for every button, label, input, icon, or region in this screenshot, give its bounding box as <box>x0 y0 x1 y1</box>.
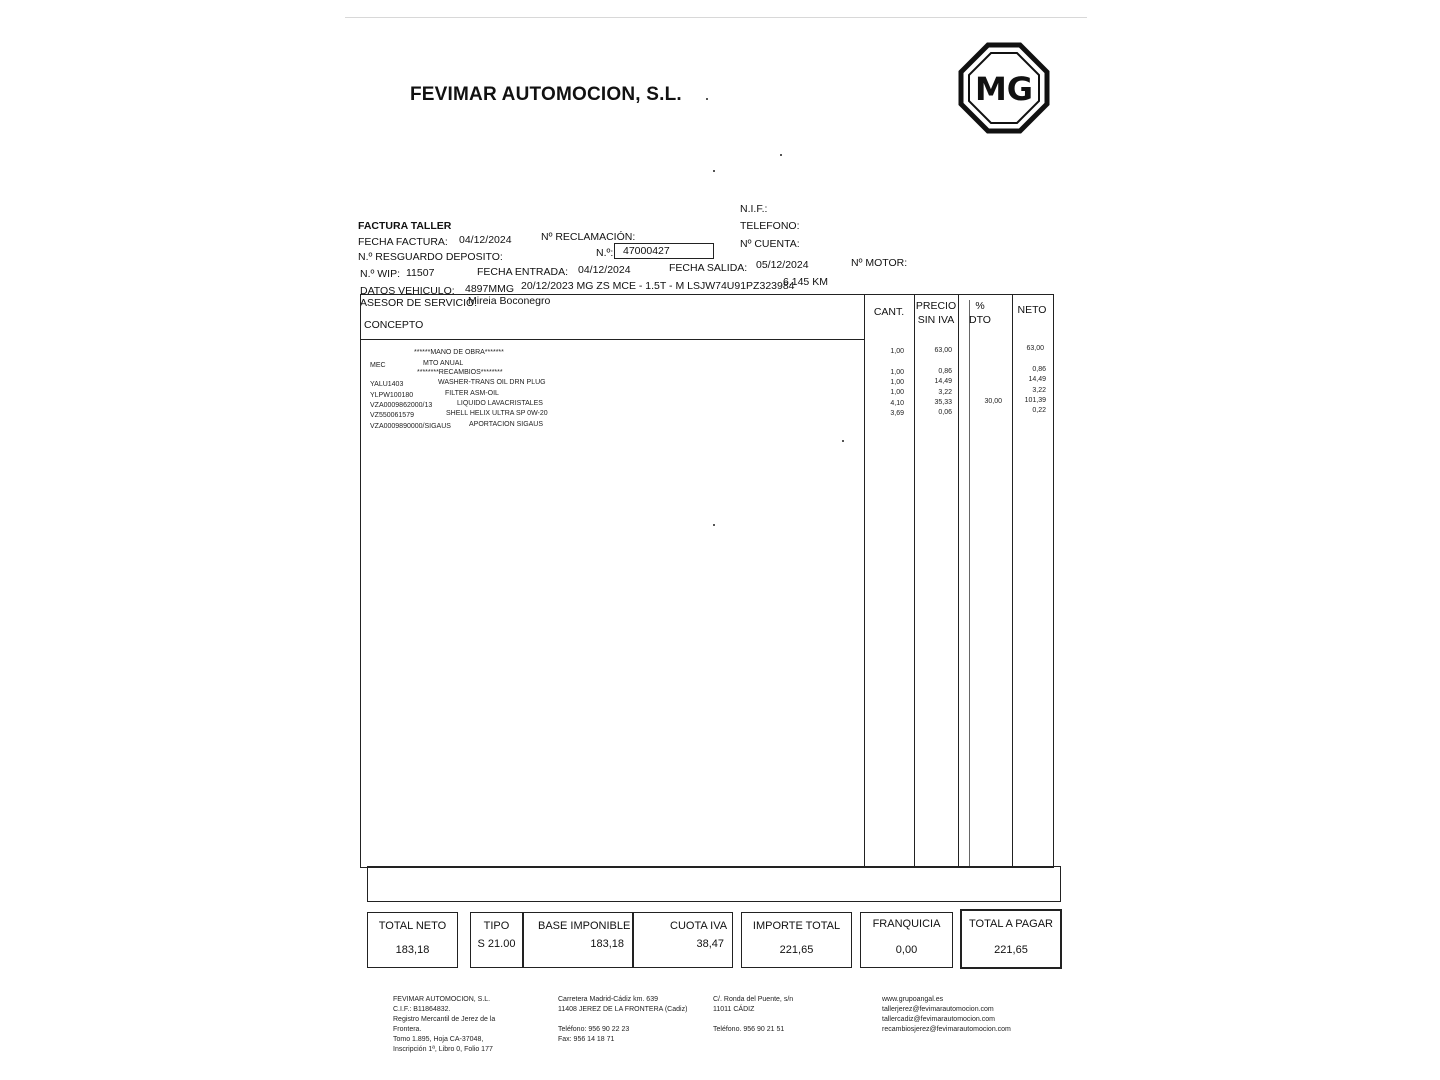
franquicia-label: FRANQUICIA <box>872 918 941 930</box>
footer-line: Inscripción 1ª, Libro 0, Folio 177 <box>393 1046 493 1053</box>
cuenta-label: Nº CUENTA: <box>740 238 800 250</box>
footer-line <box>558 1015 687 1025</box>
col-header-concepto: CONCEPTO <box>364 319 424 331</box>
matricula-value: 4897MMG <box>465 283 515 295</box>
company-name: FEVIMAR AUTOMOCION, S.L. <box>410 84 682 105</box>
row-desc: WASHER-TRANS OIL DRN PLUG <box>438 379 546 386</box>
col-header-cant: CANT. <box>873 306 905 318</box>
row-cant: 1,00 <box>890 389 904 396</box>
footer-cadiz-address <box>713 995 793 1035</box>
datos-vehiculo-label: DATOS VEHICULO: <box>360 285 455 297</box>
row-desc: LIQUIDO LAVACRISTALES <box>457 400 543 407</box>
scan-speck <box>713 524 715 526</box>
row-cant: 1,00 <box>890 379 904 386</box>
row-cant: 4,10 <box>890 400 904 407</box>
footer-jerez-address <box>558 995 687 1045</box>
km-value: 6.145 KM <box>783 276 828 288</box>
wip-label: N.º WIP: <box>360 268 401 280</box>
footer-line: Tomo 1.895, Hoja CA-37048, <box>393 1036 484 1043</box>
numero-label: N.º: <box>596 247 614 259</box>
col-divider-cant <box>864 294 865 866</box>
row-code: VZA0009890000/SIGAUS <box>370 423 451 430</box>
col-divider-dto <box>958 294 959 866</box>
col-header-dto-1: % <box>975 300 985 312</box>
total-pagar-value: 221,65 <box>994 944 1028 956</box>
fecha-salida-value: 05/12/2024 <box>756 259 809 271</box>
row-neto: 0,86 <box>1032 366 1046 373</box>
importe-total-label: IMPORTE TOTAL <box>752 920 841 932</box>
col-header-precio-2: SIN IVA <box>917 314 955 326</box>
footer-line: Carretera Madrid-Cádiz km. 639 <box>558 996 658 1003</box>
mg-logo-icon <box>958 42 1050 134</box>
reclamacion-label: Nº RECLAMACIÓN: <box>541 231 636 243</box>
header-divider <box>360 339 865 340</box>
row-code: YALU1403 <box>370 381 404 388</box>
footer-line: Fax: 956 14 18 71 <box>558 1036 615 1043</box>
asesor-label: ASESOR DE SERVICIO: <box>360 297 478 309</box>
observations-box <box>367 866 1061 902</box>
tipo-label: TIPO <box>483 920 510 932</box>
total-neto-value: 183,18 <box>395 944 430 956</box>
invoice-title: FACTURA TALLER <box>358 220 452 232</box>
row-precio: 0,86 <box>938 368 952 375</box>
footer-email-link[interactable]: tallerjerez@fevimarautomocion.com <box>882 1006 994 1013</box>
col-header-neto: NETO <box>1017 304 1047 316</box>
row-desc: APORTACION SIGAUS <box>469 421 544 428</box>
logo-text: MG <box>974 70 1034 108</box>
total-neto-box <box>367 912 458 968</box>
scan-speck <box>713 170 715 172</box>
scan-speck <box>842 440 844 442</box>
scan-shadow-line <box>969 300 970 866</box>
col-header-dto-2: DTO <box>969 314 991 326</box>
tipo-box <box>470 912 523 968</box>
row-precio: 35,33 <box>934 399 952 406</box>
cuota-iva-box <box>633 912 733 968</box>
numero-value: 47000427 <box>614 243 714 259</box>
row-neto: 63,00 <box>1026 345 1044 352</box>
base-imponible-box <box>523 912 633 968</box>
fecha-entrada-label: FECHA ENTRADA: <box>477 266 569 278</box>
vehiculo-value: 20/12/2023 MG ZS MCE - 1.5T - M LSJW74U91PZ323984 <box>521 280 795 292</box>
row-desc: MTO ANUAL <box>423 360 464 367</box>
footer-line: Teléfono: 956 90 22 23 <box>558 1026 630 1033</box>
cuota-iva-label: CUOTA IVA <box>670 920 728 932</box>
footer-email-link[interactable]: tallercadiz@fevimarautomocion.com <box>882 1016 995 1023</box>
row-precio: 14,49 <box>934 378 952 385</box>
wip-value: 11507 <box>406 267 435 279</box>
row-neto: 14,49 <box>1028 376 1046 383</box>
row-code: VZ550061579 <box>370 412 414 419</box>
franquicia-value: 0,00 <box>895 944 918 956</box>
row-code: YLPW100180 <box>370 392 414 399</box>
fecha-factura-label: FECHA FACTURA: <box>358 236 448 248</box>
base-imponible-value: 183,18 <box>590 938 624 950</box>
cuota-iva-value: 38,47 <box>696 938 724 950</box>
total-neto-label: TOTAL NETO <box>378 920 447 932</box>
row-dto: 30,00 <box>984 398 1002 405</box>
footer-line: Teléfono. 956 90 21 51 <box>713 1026 785 1033</box>
scan-speck <box>780 154 782 156</box>
row-desc: ******MANO DE OBRA******* <box>414 349 504 356</box>
nif-label: N.I.F.: <box>740 203 768 215</box>
row-desc: SHELL HELIX ULTRA SP 0W-20 <box>446 410 548 417</box>
footer-line: 11408 JEREZ DE LA FRONTERA (Cadiz) <box>558 1006 688 1013</box>
franquicia-box <box>860 912 953 968</box>
footer-website-link[interactable]: www.grupoangal.es <box>882 996 944 1003</box>
row-cant: 1,00 <box>890 369 904 376</box>
resguardo-label: N.º RESGUARDO DEPOSITO: <box>358 251 503 263</box>
footer-line: 11011 CÁDIZ <box>713 1006 755 1013</box>
fecha-entrada-value: 04/12/2024 <box>578 264 631 276</box>
footer-line: Frontera. <box>393 1026 422 1033</box>
base-imponible-label: BASE IMPONIBLE <box>538 920 631 932</box>
footer-line: FEVIMAR AUTOMOCION, S.L. <box>393 996 491 1003</box>
scan-speck <box>706 98 708 100</box>
row-neto: 0,22 <box>1032 407 1046 414</box>
row-precio: 0,06 <box>938 409 952 416</box>
footer-contact <box>882 995 1011 1035</box>
importe-total-value: 221,65 <box>779 944 814 956</box>
scan-top-line <box>345 17 1087 18</box>
footer-line: Registro Mercantil de Jerez de la <box>393 1016 496 1023</box>
fecha-factura-value: 04/12/2024 <box>459 234 512 246</box>
row-code: MEC <box>370 362 386 369</box>
col-header-precio-1: PRECIO <box>915 300 957 312</box>
row-precio: 63,00 <box>934 347 952 354</box>
importe-total-box <box>741 912 852 968</box>
fecha-salida-label: FECHA SALIDA: <box>669 262 748 274</box>
motor-label: Nº MOTOR: <box>851 257 908 269</box>
asesor-value: Mireia Boconegro <box>468 295 551 307</box>
row-neto: 3,22 <box>1032 387 1046 394</box>
footer-line: C.I.F.: B11864832. <box>393 1006 451 1013</box>
row-cant: 3,69 <box>890 410 904 417</box>
footer-company-info <box>393 995 495 1055</box>
row-precio: 3,22 <box>938 389 952 396</box>
telefono-label: TELEFONO: <box>740 220 800 232</box>
total-pagar-box <box>960 909 1062 969</box>
footer-email-link[interactable]: recambiosjerez@fevimarautomocion.com <box>882 1026 1011 1033</box>
row-desc: FILTER ASM-OIL <box>445 390 499 397</box>
row-desc: ********RECAMBIOS******** <box>417 369 503 376</box>
row-cant: 1,00 <box>890 348 904 355</box>
footer-line <box>713 1015 793 1025</box>
tipo-value: S 21.00 <box>477 938 516 950</box>
row-neto: 101,39 <box>1024 397 1046 404</box>
row-code: VZA0009862000/13 <box>370 402 433 409</box>
total-pagar-label: TOTAL A PAGAR <box>969 918 1053 930</box>
footer-line: C/. Ronda del Puente, s/n <box>713 996 794 1003</box>
